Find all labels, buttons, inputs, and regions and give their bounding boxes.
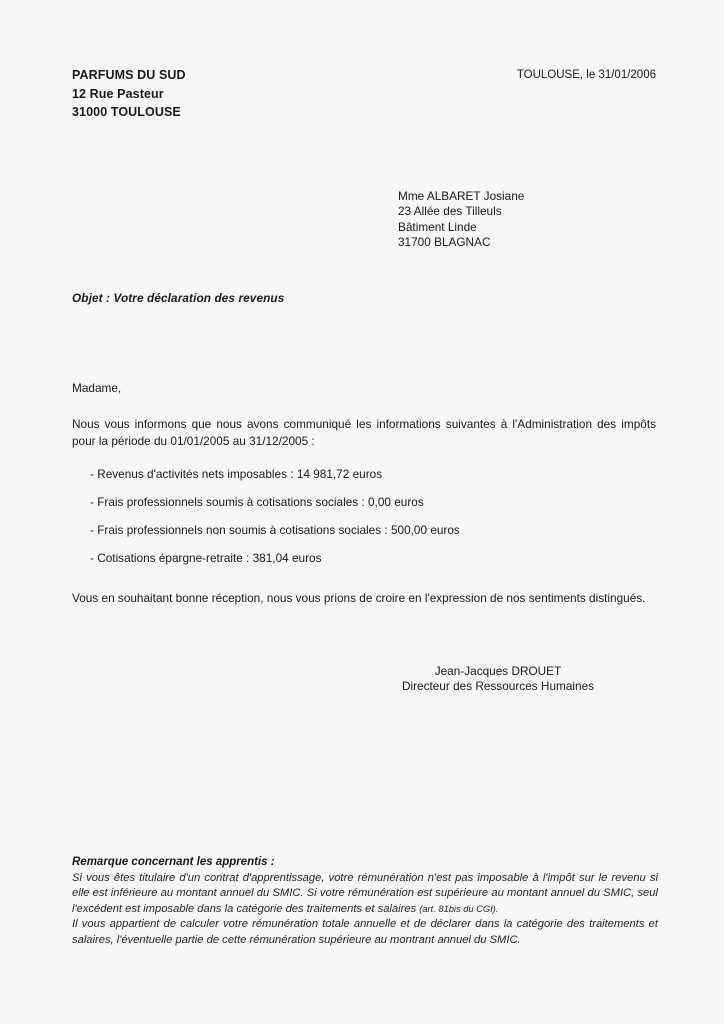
footnote-title: Remarque concernant les apprentis : bbox=[72, 856, 275, 868]
signature-block bbox=[340, 664, 656, 695]
footnote-paragraph-1 bbox=[72, 871, 658, 917]
recipient-city: 31700 BLAGNAC bbox=[398, 234, 491, 249]
list-item: - Frais professionnels non soumis à cotisations sociales : 500,00 euros bbox=[90, 523, 460, 538]
footnote-block bbox=[72, 856, 658, 948]
letter-header bbox=[68, 0, 656, 136]
footnote-paragraph-1-text: Si vous êtes titulaire d'un contrat d'apprentissage, votre rémunération n'est pas imposable à l'impôt sur le revenu si elle est inférieure au montant annuel du SMIC. Si votre rémunération est supérieure au montant annuel du SMIC, seul l'excédent est imposable dans la catégorie des traitements et salaires bbox=[72, 872, 658, 915]
list-item: - Cotisations épargne-retraite : 381,04 euros bbox=[90, 551, 322, 566]
list-item: - Frais professionnels soumis à cotisations sociales : 0,00 euros bbox=[90, 495, 424, 510]
declared-items-list bbox=[72, 466, 656, 566]
recipient-name: Mme ALBARET Josiane bbox=[398, 189, 525, 203]
salutation: Madame, bbox=[72, 381, 122, 396]
closing-paragraph: Vous en souhaitant bonne réception, nous vous prions de croire en l'expression de nos sentiments distingués. bbox=[72, 591, 646, 606]
intro-paragraph: Nous vous informons que nous avons communiqué les informations suivantes à l'Administration des impôts pour la période du 01/01/2005 au 31/12/2005 : bbox=[72, 417, 656, 448]
footnote-body bbox=[72, 871, 658, 948]
recipient-address-block bbox=[398, 189, 656, 250]
subject-line: Objet : Votre déclaration des revenus bbox=[72, 291, 285, 306]
date-line: TOULOUSE, le 31/01/2006 bbox=[516, 69, 656, 81]
sender-street: 12 Rue Pasteur bbox=[72, 86, 164, 101]
signature-title: Directeur des Ressources Humaines bbox=[401, 679, 595, 694]
footnote-paragraph-2: Il vous appartient de calculer votre rémunération totale annuelle et de déclarer dans la catégorie des traitements et salaires, l'éventuelle partie de cette rémunération supérieure au montrant annuel du SMIC. bbox=[72, 918, 658, 946]
list-item: - Revenus d'activités nets imposables : 14 981,72 euros bbox=[90, 467, 383, 482]
recipient-building: Bâtiment Linde bbox=[398, 219, 477, 234]
recipient-street: 23 Allée des Tilleuls bbox=[398, 204, 502, 219]
legal-reference: (art. 81bis du CGI). bbox=[419, 903, 499, 914]
sender-city: 31000 TOULOUSE bbox=[72, 105, 181, 119]
sender-company: PARFUMS DU SUD bbox=[72, 68, 186, 82]
signature-name: Jean-Jacques DROUET bbox=[434, 663, 562, 678]
